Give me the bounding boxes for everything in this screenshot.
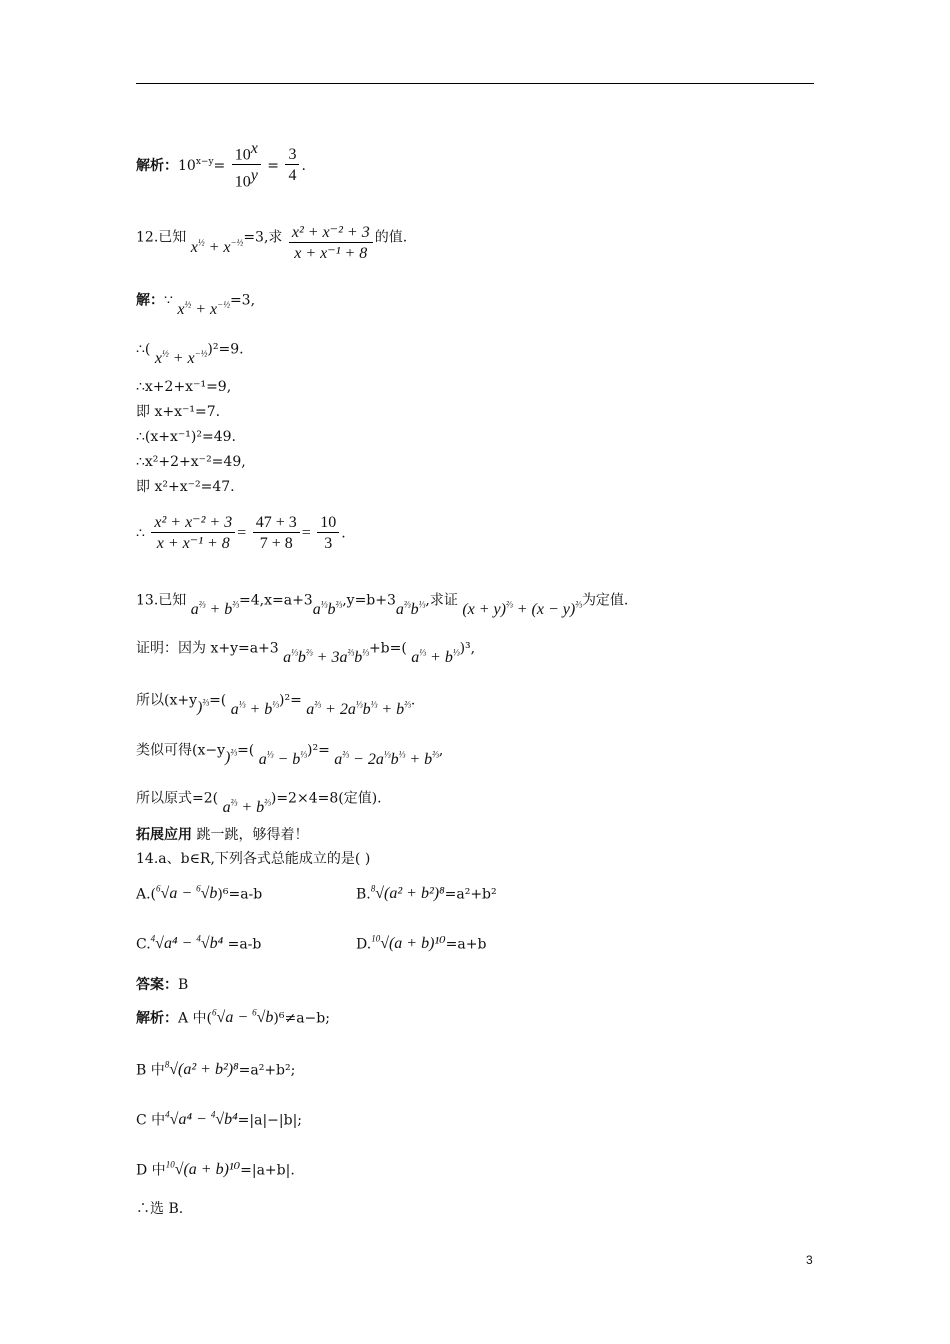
proof2-expr: $a^{\frac{1}{3}} + b^{\frac{1}{3}}$ <box>230 700 280 719</box>
extension-subtitle: 跳一跳，够得着！ <box>196 827 309 843</box>
p14-conclusion: ∴选 B. <box>136 1201 184 1217</box>
extension-title: 拓展应用 <box>136 827 192 843</box>
expr-a23-b23: $a^{\frac{2}{3}} + b^{\frac{2}{3}}$ <box>190 600 240 619</box>
den-exp: y <box>250 167 258 185</box>
an-a-head: A 中( <box>178 1010 213 1027</box>
proof1-expr: $a^{\frac{1}{3}}b^{\frac{2}{3}} + 3a^{\frac{2}{3}}b^{\frac{1}{3}}$ <box>283 648 369 667</box>
p14-analysis-a <box>136 1004 330 1027</box>
ask-numerator: x² + x⁻² + 3 <box>291 224 370 241</box>
p14-option-c <box>136 930 261 953</box>
an-c-expr: $^4$√a⁴ − $^4$√b⁴ <box>165 1110 238 1129</box>
option-b-tail: =a²+b² <box>444 886 497 903</box>
expr-xy-sum: $(x + y)^{\frac{2}{3}} + (x - y)^{\frac{2}{3}}$ <box>462 600 582 619</box>
fraction-10x-10y <box>232 140 261 192</box>
option-d-label: D. <box>356 936 372 953</box>
p12-solution-2 <box>136 335 244 368</box>
ask-denominator: x + x⁻¹ + 8 <box>289 242 373 263</box>
sol1-tail: =3, <box>229 292 256 309</box>
an-c-tail: =|a|−|b|; <box>237 1112 303 1129</box>
an-b-expr: $^8$√(a² + b²)⁸ <box>164 1060 239 1079</box>
fraction-3-4 <box>285 146 299 185</box>
extension-heading <box>136 826 308 844</box>
option-a-tail: )⁶=a-b <box>217 886 263 903</box>
p12-step-4: ∴x²+2+x⁻²=49, <box>136 454 246 470</box>
cond-mid-3: ,求证 <box>425 592 458 609</box>
option-d-expr: $^{10}$√(a + b)¹⁰ <box>371 934 446 953</box>
num-base: 10 <box>234 146 251 164</box>
final-num-1: x² + x⁻² + 3 <box>154 514 233 531</box>
p14-option-b <box>356 880 497 903</box>
expr-x-half-plus-x-neg-half: $x^{\frac{1}{2}} + x^{-\frac{1}{2}}$ <box>190 237 244 256</box>
expr-a23-b13: $a^{\frac{2}{3}}b^{\frac{1}{3}}$ <box>395 600 426 619</box>
proof2-mid: =( <box>209 692 227 709</box>
an-d-tail: =|a+b|. <box>240 1162 295 1179</box>
answer-value: B <box>178 977 189 993</box>
proof3-close: )$^{\frac{2}{3}}$ <box>225 748 238 767</box>
p14-option-d <box>356 930 486 953</box>
period: . <box>301 157 306 174</box>
an-d-expr: $^{10}$√(a + b)¹⁰ <box>165 1160 241 1179</box>
proof2-head: 所以(x+y <box>136 692 197 709</box>
proof2-expr-2: $a^{\frac{2}{3}} + 2a^{\frac{1}{3}}b^{\frac{1}{3}} + b^{\frac{2}{3}}$ <box>306 700 411 719</box>
final-num-3: 10 <box>320 514 337 531</box>
proof2-close: )$^{\frac{2}{3}}$ <box>197 698 210 717</box>
exponent: x−y <box>195 157 214 168</box>
proof3-expr: $a^{\frac{1}{3}} - b^{\frac{1}{3}}$ <box>258 750 308 769</box>
p13-proof-1 <box>136 634 476 667</box>
final-den-1: x + x⁻¹ + 8 <box>151 532 235 553</box>
p14-analysis-b <box>136 1056 295 1079</box>
expr-sum: $x^{\frac{1}{2}} + x^{-\frac{1}{2}}$ <box>177 300 230 319</box>
final-fraction-3 <box>317 514 339 553</box>
page-number: 3 <box>806 1253 813 1267</box>
analysis-label: 解析： <box>136 157 178 174</box>
option-d-tail: =a+b <box>445 936 487 953</box>
sol2-tail: )²=9. <box>207 341 244 358</box>
p12-step-1: ∴x+2+x⁻¹=9, <box>136 379 232 395</box>
question-prefix: 12.已知 <box>136 229 187 246</box>
proof4-head: 所以原式=2( <box>136 790 219 807</box>
p14-answer <box>136 976 188 994</box>
equals: = <box>213 157 226 174</box>
p12-step-3: ∴(x+x⁻¹)²=49. <box>136 429 236 445</box>
p13-proof-3 <box>136 736 444 769</box>
an-b-head: B 中 <box>136 1062 165 1079</box>
header-rule <box>136 83 814 84</box>
ask-fraction <box>289 224 373 263</box>
proof3-head: 类似可得(x−y <box>136 742 225 759</box>
proof3-mid: =( <box>237 742 255 759</box>
option-b-label: B. <box>356 886 371 903</box>
sol2-head: ∴( <box>136 341 151 358</box>
an-b-tail: =a²+b²; <box>238 1062 296 1079</box>
final-fraction-2 <box>253 514 300 553</box>
p14-analysis-d <box>136 1156 295 1179</box>
p12-solution-1: 解：∵ $x^{\frac{1}{2}} + x^{-\frac{1}{2}}=3$, <box>136 292 256 319</box>
p12-step-5: 即 x²+x⁻²=47. <box>136 479 235 495</box>
result-den: 4 <box>285 164 299 185</box>
proof2-mid-2: )²= <box>279 692 302 709</box>
final-num-2: 47 + 3 <box>255 514 297 531</box>
proof1-tail: +b=( <box>368 640 407 657</box>
therefore: ∴ <box>136 525 145 542</box>
option-c-expr: $^4$√a⁴ − $^4$√b⁴ <box>150 934 224 953</box>
an-c-head: C 中 <box>136 1112 166 1129</box>
proof3-end: , <box>438 742 444 759</box>
question-prefix: 13.已知 <box>136 592 187 609</box>
proof1-end: )³, <box>459 640 476 657</box>
answer-label: 答案： <box>136 977 178 993</box>
condition-tail: =3,求 <box>243 229 283 246</box>
cond-tail: 为定值. <box>581 592 629 609</box>
p14-option-a <box>136 880 262 903</box>
an-a-expr: $^6$√a − $^6$√b <box>212 1008 274 1027</box>
equals-b: = <box>301 524 311 542</box>
p14-question: 14.a、b∈R,下列各式总能成立的是( ) <box>136 851 371 867</box>
proof1-head: 证明：因为 x+y=a+3 <box>136 640 279 657</box>
option-c-tail: =a-b <box>227 936 262 953</box>
p12-final <box>136 514 346 553</box>
den-base: 10 <box>234 173 251 191</box>
cond-mid: =4,x=a+3 <box>239 592 313 609</box>
p13-proof-4 <box>136 784 382 817</box>
denominator <box>232 164 261 191</box>
proof4-tail: )=2×4=8(定值). <box>270 790 382 807</box>
num-exp: x <box>250 140 258 157</box>
p14-analysis-c <box>136 1106 302 1129</box>
final-fraction-1 <box>151 514 235 553</box>
expr-sum-2: $x^{\frac{1}{2}} + x^{-\frac{1}{2}}$ <box>154 349 208 368</box>
p13-question <box>136 586 629 619</box>
equals-2: = <box>267 157 280 174</box>
an-d-head: D 中 <box>136 1162 166 1179</box>
option-c-label: C. <box>136 936 151 953</box>
p12-step-2: 即 x+x⁻¹=7. <box>136 404 221 420</box>
p11-analysis <box>136 140 306 192</box>
option-a-label: A.( <box>136 886 157 903</box>
proof2-end: . <box>410 692 416 709</box>
proof3-mid-2: )²= <box>307 742 330 759</box>
solution-label: 解： <box>136 292 164 309</box>
analysis-label: 解析： <box>136 1010 178 1027</box>
final-den-3: 3 <box>317 532 339 553</box>
cond-mid-2: ,y=b+3 <box>342 592 396 609</box>
proof4-expr: $a^{\frac{2}{3}} + b^{\frac{2}{3}}$ <box>222 798 271 817</box>
result-num: 3 <box>288 146 297 164</box>
equals-a: = <box>237 524 247 542</box>
option-a-expr: $^6$√a − $^6$√b <box>156 884 218 903</box>
proof1-expr-2: $a^{\frac{1}{3}} + b^{\frac{1}{3}}$ <box>411 648 460 667</box>
numerator <box>232 140 261 164</box>
ask-tail: 的值. <box>374 229 408 246</box>
option-b-expr: $^8$√(a² + b²)⁸ <box>370 884 445 903</box>
final-den-2: 7 + 8 <box>253 532 300 553</box>
p12-question <box>136 218 408 262</box>
base-10: 10 <box>178 157 196 174</box>
period: . <box>341 525 346 542</box>
proof3-expr-2: $a^{\frac{2}{3}} - 2a^{\frac{1}{3}}b^{\frac{1}{3}} + b^{\frac{2}{3}}$ <box>334 750 439 769</box>
expr-a13-b23: $a^{\frac{1}{3}}b^{\frac{2}{3}}$ <box>312 600 343 619</box>
an-a-tail: )⁶≠a−b; <box>273 1010 330 1027</box>
p13-proof-2 <box>136 686 416 719</box>
